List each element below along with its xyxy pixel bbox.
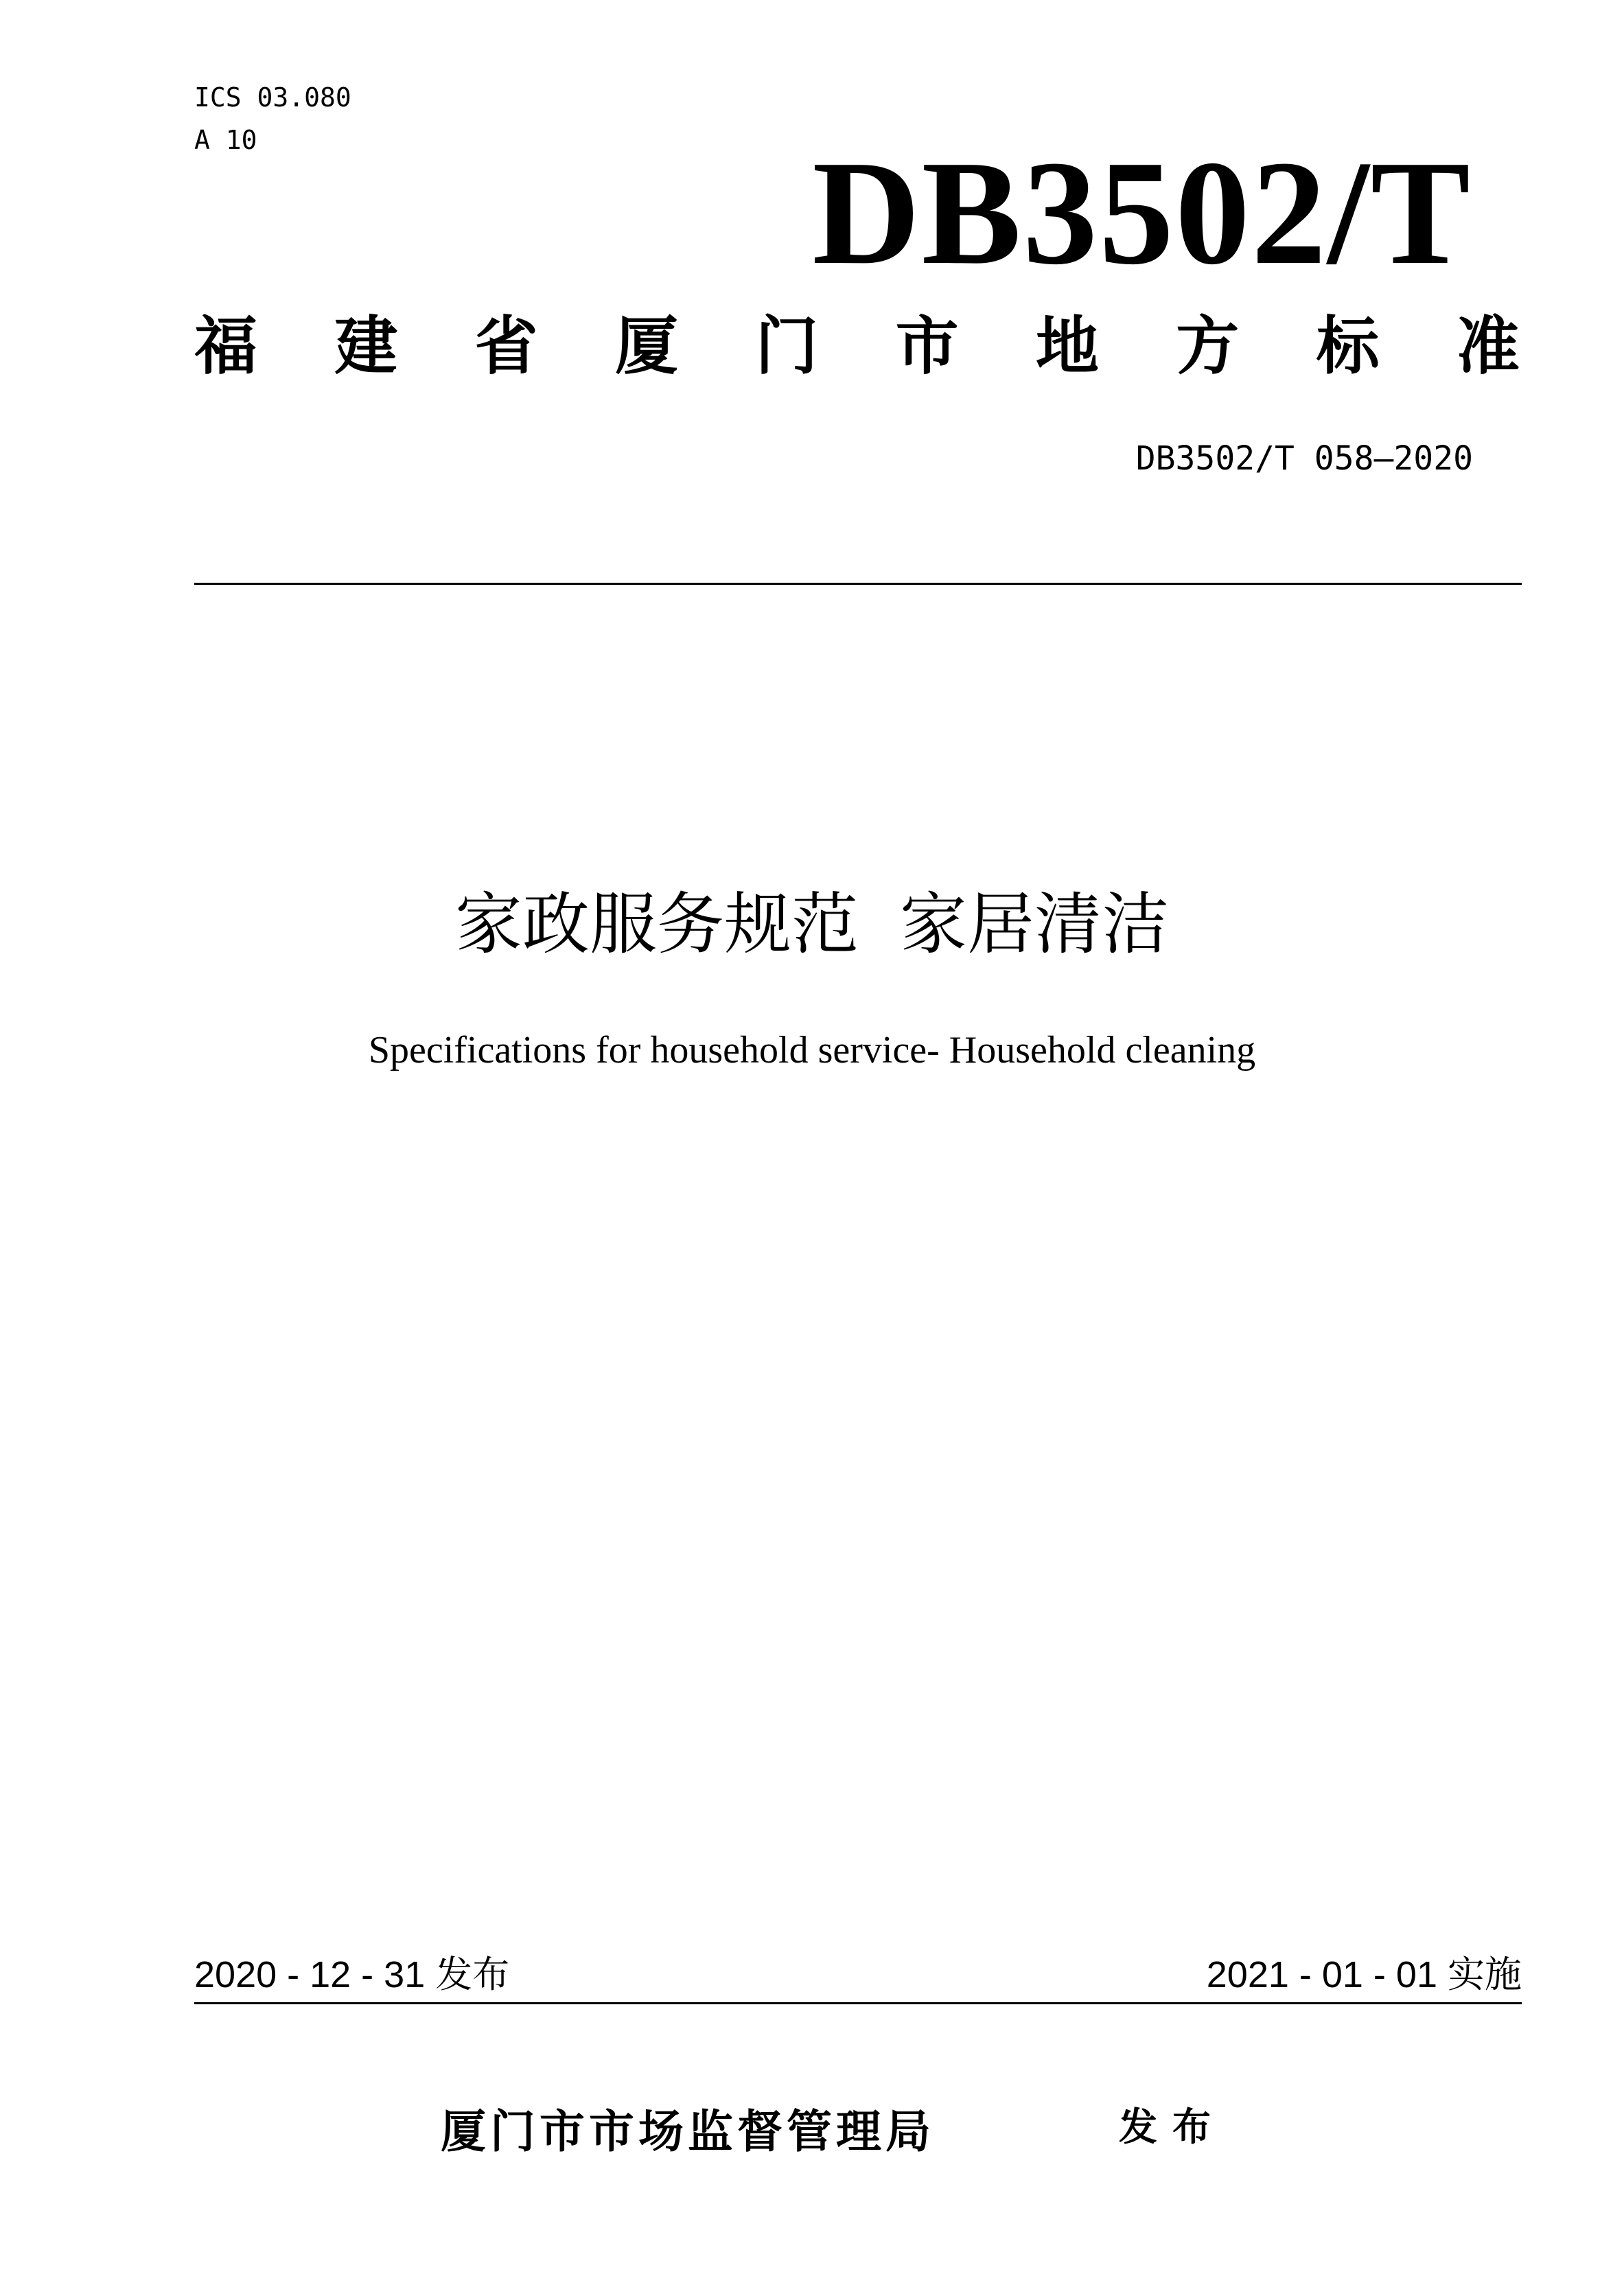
- title-chinese-part1: 家政服务规范: [454, 885, 859, 964]
- header-divider: [194, 583, 1522, 585]
- ics-code: ICS 03.080: [194, 82, 351, 113]
- category-char: 准: [1456, 310, 1520, 383]
- ccs-code: A 10: [194, 125, 257, 155]
- category-char: 福: [194, 310, 258, 383]
- category-char: 地: [1035, 310, 1099, 383]
- issuing-authority: 厦门市市场监督管理局: [441, 2105, 935, 2158]
- date-divider: [194, 2002, 1522, 2004]
- standard-category-heading: [194, 309, 1520, 384]
- category-char: 标: [1316, 310, 1380, 383]
- category-char: 市: [895, 310, 959, 383]
- category-char: 厦: [614, 310, 678, 383]
- implementation-date: 2021 - 01 - 01 实施: [1206, 1954, 1522, 1995]
- issue-date: 2020 - 12 - 31 发布: [194, 1954, 510, 1995]
- title-chinese-part2: 家居清洁: [900, 885, 1170, 964]
- standard-type-code: DB3502/T: [812, 130, 1472, 296]
- title-english: Specifications for household service- Household cleaning: [368, 1029, 1256, 1071]
- category-char: 方: [1176, 310, 1240, 383]
- category-char: 省: [474, 310, 538, 383]
- category-char: 门: [755, 310, 819, 383]
- standard-number: DB3502/T 058—2020: [1135, 439, 1473, 478]
- issue-label: 发布: [1119, 2105, 1226, 2150]
- category-char: 建: [334, 310, 398, 383]
- title-chinese: [0, 883, 1624, 966]
